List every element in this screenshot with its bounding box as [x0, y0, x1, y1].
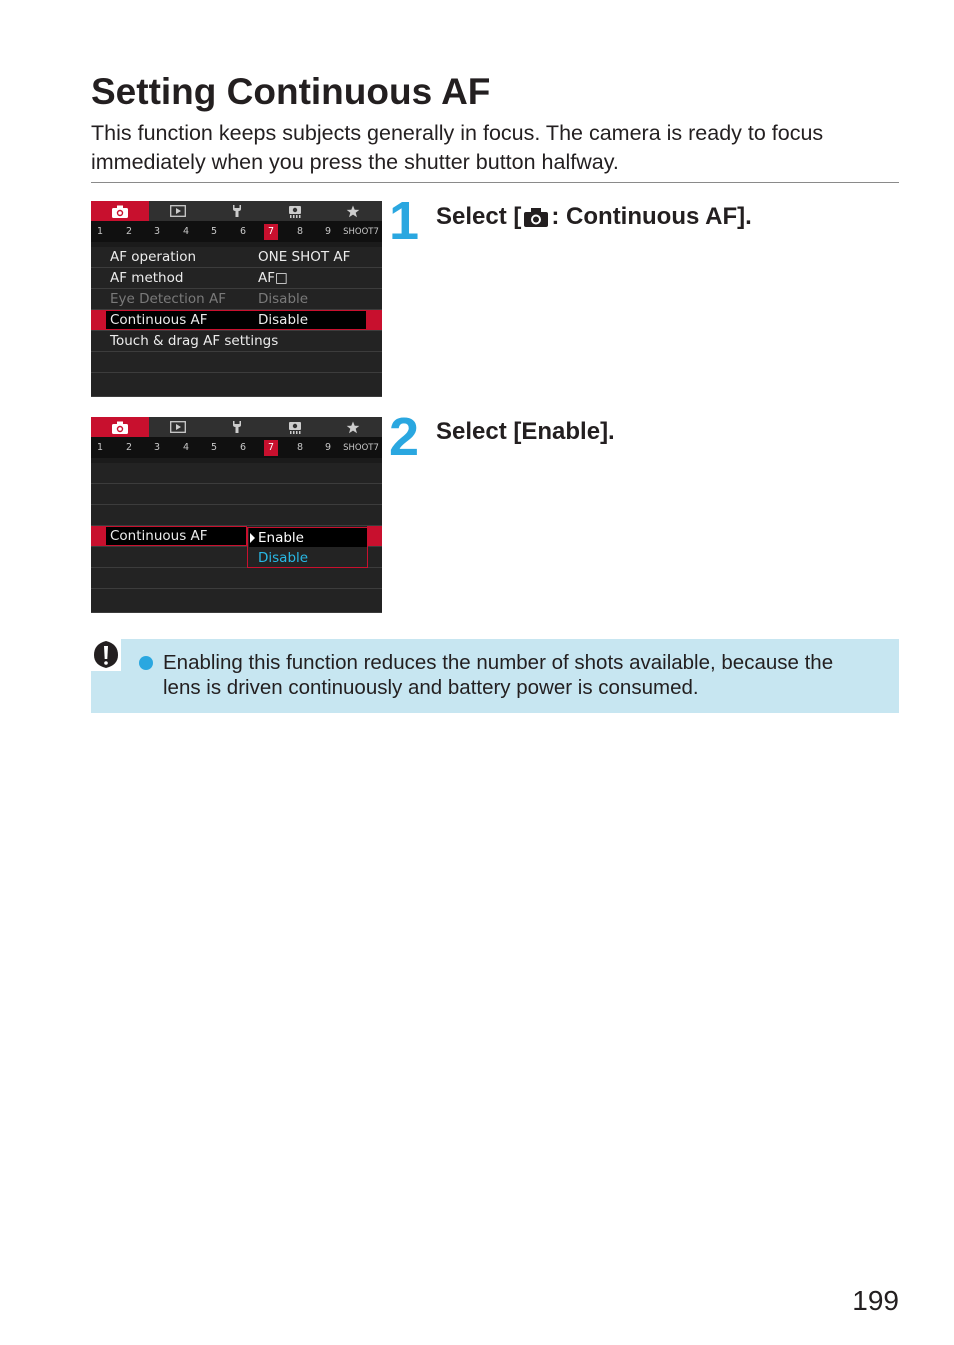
tab-custom[interactable] — [266, 201, 324, 221]
camera-menu-screen-2 — [91, 417, 382, 612]
subtab-4[interactable]: 4 — [182, 226, 190, 237]
play-icon — [170, 421, 186, 433]
menu-row-empty — [91, 589, 382, 613]
subtab-8[interactable]: 8 — [296, 226, 304, 237]
step-number-1: 1 — [389, 191, 418, 251]
play-icon — [170, 205, 186, 217]
menu-row-label: Touch & drag AF settings — [110, 333, 279, 349]
menu-row-empty — [91, 505, 382, 526]
tab-setup[interactable] — [207, 417, 265, 437]
menu-row-touch-drag-af[interactable] — [91, 331, 382, 352]
menu-row-value: Disable — [258, 312, 309, 328]
tab-my-menu[interactable] — [324, 417, 382, 437]
subtab-6[interactable]: 6 — [239, 442, 247, 453]
menu-row-value: Disable — [258, 291, 309, 307]
menu-tab-bar — [91, 201, 382, 221]
option-list — [247, 527, 368, 568]
step-1-instruction — [436, 202, 752, 232]
subtab-7[interactable]: 7 — [264, 224, 278, 240]
menu-row-empty — [91, 568, 382, 589]
step-number-2: 2 — [389, 407, 418, 467]
menu-row-eye-detection-af — [91, 289, 382, 310]
caution-text: Enabling this function reduces the number of shots available, because the lens is driven continuously and battery power is consumed. — [163, 651, 834, 699]
tab-shooting[interactable] — [91, 201, 149, 221]
tab-playback[interactable] — [149, 201, 207, 221]
wrench-icon — [230, 420, 244, 434]
option-enable[interactable]: Enable — [258, 530, 304, 546]
tab-custom[interactable] — [266, 417, 324, 437]
menu-row-af-method[interactable] — [91, 268, 382, 289]
selection-edge — [91, 526, 105, 546]
subtab-bar — [91, 221, 382, 242]
page-number: 199 — [852, 1285, 899, 1316]
subtab-2[interactable]: 2 — [125, 442, 133, 453]
page-title: Setting Continuous AF — [91, 71, 491, 112]
menu-row-empty — [91, 352, 382, 373]
subtab-7[interactable]: 7 — [264, 440, 278, 456]
camera-icon — [523, 207, 549, 227]
caution-box — [91, 639, 899, 713]
bullet-dot — [139, 656, 153, 670]
menu-row-label: AF operation — [110, 249, 197, 265]
caution-icon — [91, 639, 121, 671]
camera-menu-screen-1 — [91, 201, 382, 396]
menu-row-empty — [91, 484, 382, 505]
menu-row-label: Continuous AF — [110, 312, 208, 328]
selection-edge — [91, 310, 105, 330]
menu-row-empty — [91, 373, 382, 397]
tab-playback[interactable] — [149, 417, 207, 437]
menu-row-value: ONE SHOT AF — [258, 249, 351, 265]
subtab-1[interactable]: 1 — [96, 226, 104, 237]
subtab-bar — [91, 437, 382, 458]
subtab-3[interactable]: 3 — [153, 226, 161, 237]
title-divider — [91, 182, 899, 183]
menu-row-continuous-af[interactable] — [91, 310, 382, 331]
menu-row-label: AF method — [110, 270, 184, 286]
camera-icon — [111, 205, 129, 218]
subtab-4[interactable]: 4 — [182, 442, 190, 453]
subtab-9[interactable]: 9 — [324, 442, 332, 453]
custom-icon — [287, 420, 303, 434]
tab-my-menu[interactable] — [324, 201, 382, 221]
subtab-1[interactable]: 1 — [96, 442, 104, 453]
page-label: SHOOT7 — [343, 227, 379, 237]
step-1-text-end: : Continuous AF]. — [551, 203, 752, 230]
step-1-text-start: Select [ — [436, 203, 522, 230]
menu-tab-bar — [91, 417, 382, 437]
menu-row-empty — [91, 463, 382, 484]
subtab-8[interactable]: 8 — [296, 442, 304, 453]
setting-label: Continuous AF — [110, 528, 208, 544]
star-icon — [346, 421, 360, 434]
menu-row-label: Eye Detection AF — [110, 291, 226, 307]
custom-icon — [287, 204, 303, 218]
intro-paragraph: This function keeps subjects generally in focus. The camera is ready to focus immediately when you press the shutter button halfway. — [91, 121, 824, 174]
subtab-5[interactable]: 5 — [210, 442, 218, 453]
camera-icon — [111, 421, 129, 434]
menu-row-value: AF□ — [258, 270, 288, 286]
option-disable[interactable]: Disable — [258, 550, 309, 566]
step-2-instruction: Select [Enable]. — [436, 418, 615, 445]
tab-setup[interactable] — [207, 201, 265, 221]
subtab-3[interactable]: 3 — [153, 442, 161, 453]
star-icon — [346, 205, 360, 218]
tab-shooting[interactable] — [91, 417, 149, 437]
selection-edge — [367, 310, 382, 330]
subtab-9[interactable]: 9 — [324, 226, 332, 237]
page-label: SHOOT7 — [343, 443, 379, 453]
subtab-5[interactable]: 5 — [210, 226, 218, 237]
subtab-2[interactable]: 2 — [125, 226, 133, 237]
caret-right-icon — [250, 533, 255, 543]
subtab-6[interactable]: 6 — [239, 226, 247, 237]
wrench-icon — [230, 204, 244, 218]
selection-edge — [367, 526, 382, 546]
menu-row-af-operation[interactable] — [91, 247, 382, 268]
